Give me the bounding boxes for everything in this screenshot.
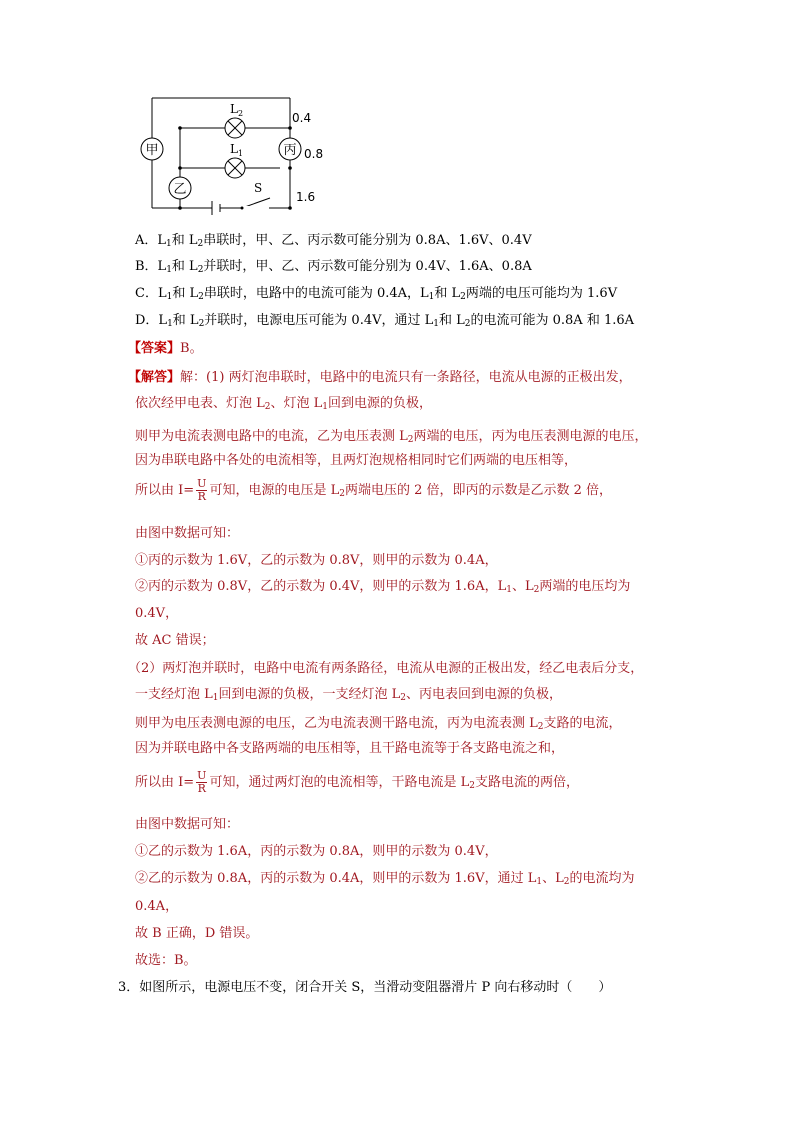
meter-yi-label: 乙 <box>173 182 187 197</box>
lamp-l2-label: L <box>230 102 238 116</box>
analysis-line-20: 故 B 正确，D 错误。 <box>135 926 259 941</box>
lamp-l2-sub: 2 <box>238 109 244 118</box>
analysis-line-1: 【解答】解：(1) 两灯泡串联时，电路中的电流只有一条路径，电流从电源的正极出发， <box>128 370 632 385</box>
analysis-line-2: 依次经甲电表、灯泡 $L_2$、灯泡 $L_1$回到电源的负极， <box>135 396 433 412</box>
analysis-line-17: ①乙的示数为 1.6A，丙的示数为 0.8A，则甲的示数为 0.4V， <box>135 844 498 859</box>
analysis-line-11: （2）两灯泡并联时，电路中电流有两条路径，电流从电源的正极出发，经乙电表后分支， <box>128 661 644 676</box>
lamp-l1-sub: 1 <box>238 149 244 158</box>
fraction: $\frac{U}{R}$ <box>197 477 207 503</box>
value-label-08: 0.8 <box>304 147 324 161</box>
analysis-line-4: 因为串联电路中各处的电流相等，且两灯泡规格相同时它们两端的电压相等， <box>135 453 578 468</box>
option-a: A．$L_1$和 $L_2$串联时，甲、乙、丙示数可能分别为 0.8A、1.6V、0.4V <box>135 233 532 249</box>
analysis-line-6: 由图中数据可知： <box>135 526 240 541</box>
analysis-line-7: ①丙的示数为 1.6V，乙的示数为 0.8V，则甲的示数为 0.4A， <box>135 553 498 568</box>
value-label-04: 0.4 <box>292 111 312 125</box>
answer-line: 【答案】B。 <box>128 341 203 356</box>
option-b: B．$L_1$和 $L_2$并联时，甲、乙、丙示数可能分别为 0.4V、1.6A、0.8A <box>135 259 532 275</box>
analysis-line-21: 故选：B。 <box>135 953 197 968</box>
analysis-line-5: 所以由 I= $\frac{U}{R}$ 可知，电源的电压是 $L_2$两端电压的 2 倍，即丙的示数是乙示数 2 倍， <box>135 477 613 503</box>
meter-jia-label: 甲 <box>145 143 159 158</box>
analysis-line-12: 一支经灯泡 $L_1$回到电源的负极，一支经灯泡 $L_2$、丙电表回到电源的负极， <box>135 687 563 703</box>
meter-bing-label: 丙 <box>283 143 297 158</box>
fraction: $\frac{U}{R}$ <box>197 769 207 795</box>
analysis-line-8: ②丙的示数为 0.8V，乙的示数为 0.4V，则甲的示数为 1.6A，$L_1$、$L_2$两端的电压均为 <box>135 579 631 595</box>
value-label-16: 1.6 <box>296 190 316 204</box>
analysis-line-10: 故 AC 错误； <box>135 633 215 648</box>
lamp-l1-icon <box>225 158 245 178</box>
analysis-line-15: 所以由 I= $\frac{U}{R}$ 可知，通过两灯泡的电流相等，干路电流是 $L_2$支路电流的两倍， <box>135 769 579 795</box>
analysis-line-18: ②乙的示数为 0.8A，丙的示数为 0.4A，则甲的示数为 1.6V，通过 $L_1$、$L_2$的电流均为 <box>135 871 635 887</box>
circuit-diagram <box>130 88 350 223</box>
analysis-line-16: 由图中数据可知： <box>135 817 240 832</box>
question-3: 3．如图所示，电源电压不变，闭合开关 S，当滑动变阻器滑片 P 向右移动时（ ） <box>118 980 612 995</box>
option-c: C．$L_1$和 $L_2$串联时，电路中的电流可能为 0.4A，$L_1$和 $L_2$两端的电压可能均为 1.6V <box>135 286 618 302</box>
analysis-line-14: 因为并联电路中各支路两端的电压相等，且干路电流等于各支路电流之和， <box>135 741 565 756</box>
lamp-l1-label: L <box>230 142 238 156</box>
analysis-line-9: 0.4V， <box>135 606 179 621</box>
analysis-line-19: 0.4A， <box>135 899 179 914</box>
option-d: D．$L_1$和 $L_2$并联时，电源电压可能为 0.4V，通过 $L_1$和 $L_2$的电流可能为 0.8A 和 1.6A <box>135 313 635 329</box>
lamp-l2-icon <box>225 118 245 138</box>
analysis-line-13: 则甲为电压表测电源的电压，乙为电流表测干路电流，丙为电流表测 $L_2$支路的电流， <box>135 716 622 732</box>
analysis-line-3: 则甲为电流表测电路中的电流，乙为电压表测 $L_2$两端的电压，丙为电压表测电源的电压， <box>135 429 648 445</box>
switch-label: S <box>254 181 263 195</box>
